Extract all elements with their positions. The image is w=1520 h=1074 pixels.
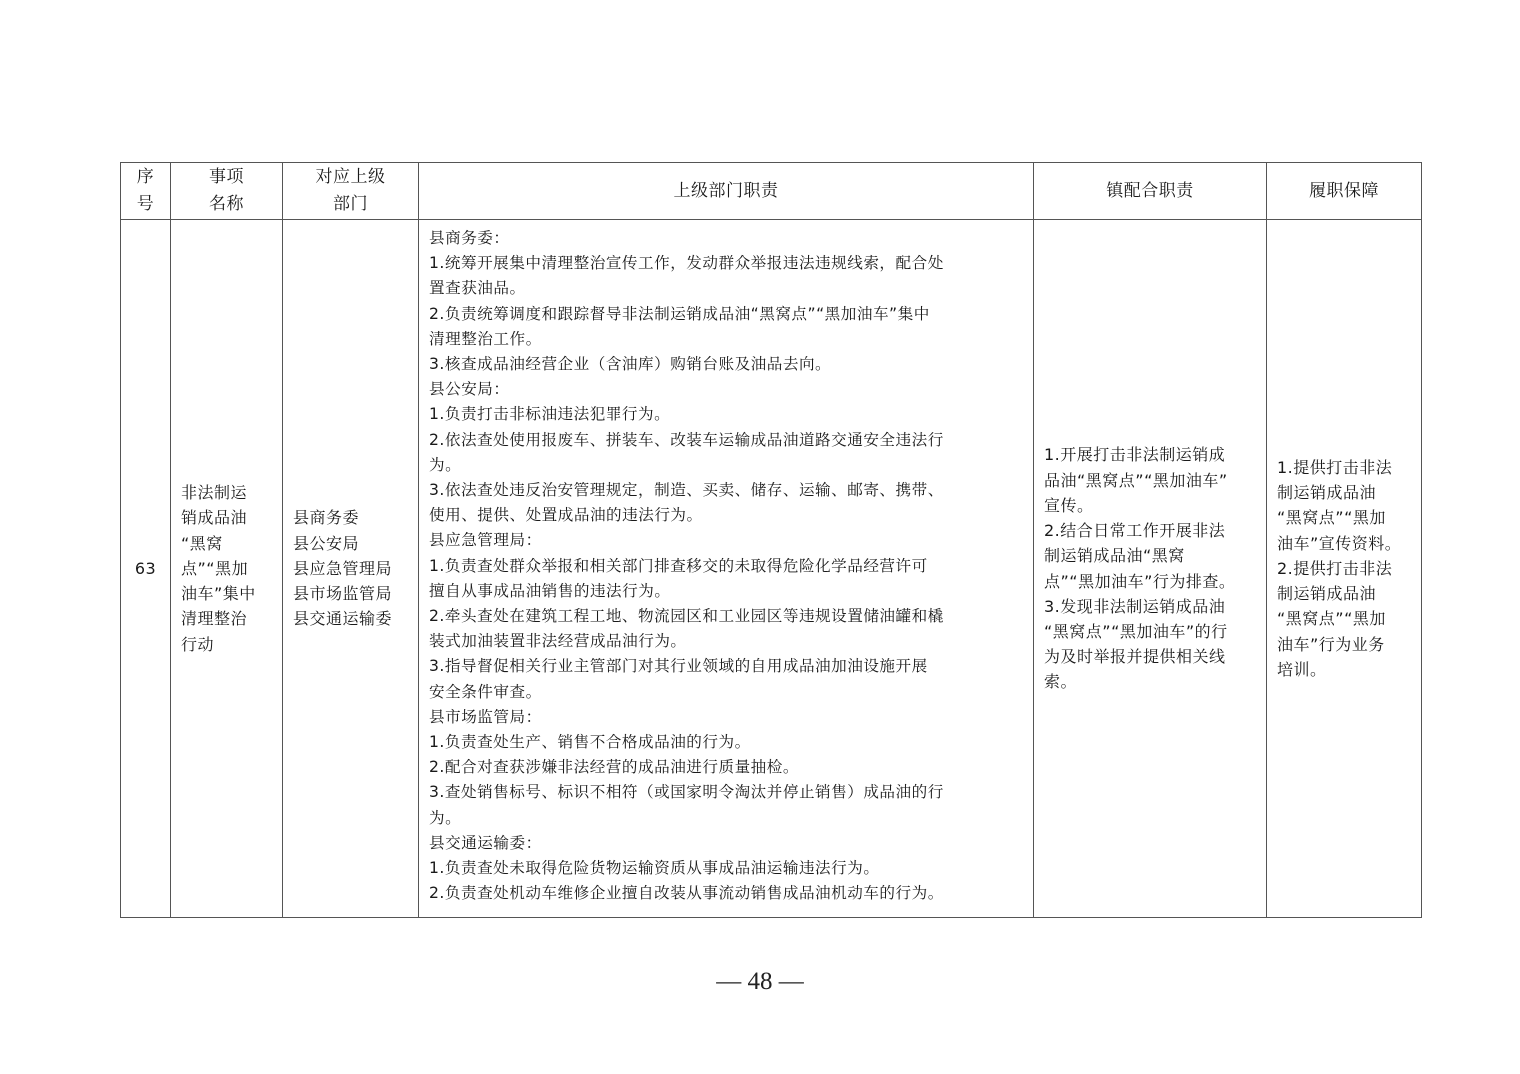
duty-table [120, 162, 1422, 918]
header-item-name: 事项 名称 [171, 163, 283, 220]
cell-superior-duties: 县商务委： 1.统筹开展集中清理整治宣传工作，发动群众举报违法违规线索，配合处 置查获油品。 2.负责统筹调度和跟踪督导非法制运销成品油“黑窝点”“黑加油车”集中 清理整治工作。 3.核查成品油经营企业（含油库）购销台账及油品去向。 县公安局： 1.负责打击非标油违法犯罪行为。 2.依法查处使用报废车、拼装车、改装车运输成品油道路交通安全违法行 为。 3.依法查处违反治安管理规定，制造、买卖、储存、运输、邮寄、携带、 使用、提供、处置成品油的违法行为。 县应急管理局： 1.负责查处群众举报和相关部门排查移交的未取得危险化学品经营许可 擅自从事成品油销售的违法行为。 2.牵头查处在建筑工程工地、物流园区和工业园区等违规设置储油罐和橇 装式加油装置非法经营成品油行为。 3.指导督促相关行业主管部门对其行业领域的自用成品油加油设施开展 安全条件审查。 县市场监管局： 1.负责查处生产、销售不合格成品油的行为。 2.配合对查获涉嫌非法经营的成品油进行质量抽检。 3.查处销售标号、标识不相符（或国家明令淘汰并停止销售）成品油的行 为。 县交通运输委： 1.负责查处未取得危险货物运输资质从事成品油运输违法行为。 2.负责查处机动车维修企业擅自改装从事流动销售成品油机动车的行为。 [419, 220, 1034, 918]
header-superior-duties: 上级部门职责 [419, 163, 1034, 220]
header-town-duties: 镇配合职责 [1034, 163, 1267, 220]
header-superior-department: 对应上级 部门 [283, 163, 419, 220]
header-serial-number: 序 号 [121, 163, 171, 220]
page-number: — 48 — [716, 968, 804, 995]
cell-town-duties: 1.开展打击非法制运销成 品油“黑窝点”“黑加油车” 宣传。 2.结合日常工作开展非法 制运销成品油“黑窝 点”“黑加油车”行为排查。 3.发现非法制运销成品油 “黑窝点”“黑加油车”的行 为及时举报并提供相关线 索。 [1034, 220, 1267, 918]
table-header-row [121, 163, 1422, 220]
cell-item-name: 非法制运 销成品油 “黑窝 点”“黑加 油车”集中 清理整治 行动 [171, 220, 283, 918]
table-row [121, 220, 1422, 918]
cell-guarantee: 1.提供打击非法 制运销成品油 “黑窝点”“黑加 油车”宣传资料。 2.提供打击非法 制运销成品油 “黑窝点”“黑加 油车”行为业务 培训。 [1267, 220, 1422, 918]
cell-serial-number: 63 [121, 220, 171, 918]
cell-superior-department: 县商务委 县公安局 县应急管理局 县市场监管局 县交通运输委 [283, 220, 419, 918]
header-guarantee: 履职保障 [1267, 163, 1422, 220]
